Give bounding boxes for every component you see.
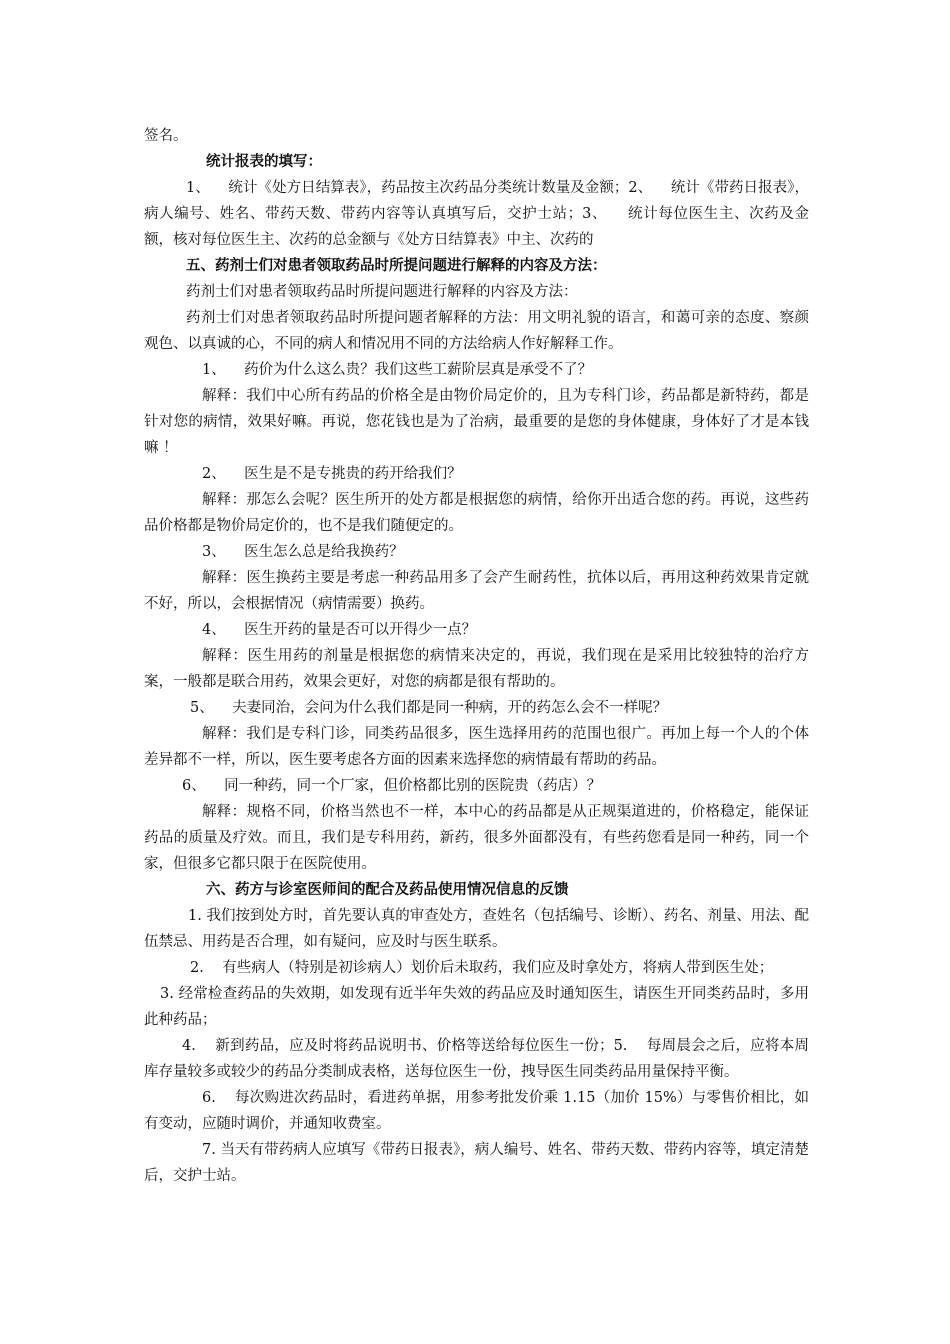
- feedback-item-3: 3. 经常检查药品的失效期，如发现有近半年失效的药品应及时通知医生，请医生开同类药品时，多用此种药品；: [144, 986, 809, 1028]
- heading-section-six: 六、药方与诊室医师间的配合及药品使用情况信息的反馈: [206, 882, 569, 898]
- feedback-item-6: 6. 每次购进次药品时，看进药单据，用参考批发价乘 1.15（加价 15%）与零售价相比，如有变动，应随时调价，并通知收费室。: [144, 1090, 809, 1132]
- paragraph-statistics-steps: 1、 统计《处方日结算表》，药品按主次药品分类统计数量及金额；2、 统计《带药日报表》，病人编号、姓名、带药天数、带药内容等认真填写后，交护士站；3、 统计每位医生主、次药及金额，核对每位医生主、次药的总金额与《处方日结算表》中主、次药的: [144, 180, 809, 248]
- question-2: 2、 医生是不是专挑贵的药开给我们？: [202, 466, 462, 482]
- feedback-item-4-5: 4. 新到药品，应及时将药品说明书、价格等送给每位医生一份；5. 每周晨会之后，应将本周库存量较多或较少的药品分类制成表格，送每位医生一份，拽导医生同类药品用量保持平衡。: [144, 1038, 809, 1080]
- question-6: 6、 同一种药，同一个厂家，但价格都比别的医院贵（药店）？: [182, 778, 602, 794]
- paragraph-section-five-intro: 药剂士们对患者领取药品时所提问题进行解释的内容及方法：: [186, 284, 578, 300]
- heading-section-five: 五、药剂士们对患者领取药品时所提问题进行解释的内容及方法：: [186, 258, 607, 274]
- paragraph-signature: 签名。: [144, 128, 188, 144]
- question-3: 3、 医生怎么总是给我换药？: [202, 544, 404, 560]
- question-1: 1、 药价为什么这么贵？我们这些工薪阶层真是承受不了？: [202, 362, 593, 378]
- answer-1: 解释：我们中心所有药品的价格全是由物价局定价的，且为专科门诊，药品都是新特药，都是针对您的病情，效果好嘛。再说，您花钱也是为了治病，最重要的是您的身体健康，身体好了才是本钱嘛 ！: [144, 388, 809, 456]
- answer-2: 解释：那怎么会呢？医生所开的处方都是根据您的病情，给你开出适合您的药。再说，这些药品价格都是物价局定价的，也不是我们随便定的。: [144, 492, 809, 534]
- answer-5: 解释：我们是专科门诊，同类药品很多，医生选择用药的范围也很广。再加上每一个人的个体差异都不一样，所以，医生要考虑各方面的因素来选择您的病情最有帮助的药品。: [144, 726, 809, 768]
- paragraph-explanation-method: 药剂士们对患者领取药品时所提问题者解释的方法：用文明礼貌的语言，和蔼可亲的态度、察颜观色、以真诚的心，不同的病人和情况用不同的方法给病人作好解释工作。: [144, 310, 809, 352]
- feedback-item-7: 7. 当天有带药病人应填写《带药日报表》，病人编号、姓名、带药天数、带药内容等，填定清楚后，交护士站。: [144, 1142, 809, 1184]
- answer-6: 解释：规格不同，价格当然也不一样，本中心的药品都是从正规渠道进的，价格稳定，能保证药品的质量及疗效。而且，我们是专科用药，新药，很多外面都没有，有些药您看是同一种药，同一个家，但很多它都只限于在医院使用。: [144, 804, 809, 872]
- document-body: [144, 123, 809, 1189]
- question-5: 5、 夫妻同治，会问为什么我们都是同一种病，开的药怎么会不一样呢？: [190, 700, 668, 716]
- heading-statistics-report: 统计报表的填写：: [206, 154, 322, 170]
- answer-3: 解释：医生换药主要是考虑一种药品用多了会产生耐药性，抗体以后，再用这种药效果肯定就不好，所以，会根据情况（病情需要）换药。: [144, 570, 809, 612]
- feedback-item-2: 2. 有些病人（特别是初诊病人）划价后未取药，我们应及时拿处方，将病人带到医生处；: [190, 960, 774, 976]
- answer-4: 解释：医生用药的剂量是根据您的病情来决定的，再说，我们现在是采用比较独特的治疗方案，一般都是联合用药，效果会更好，对您的病都是很有帮助的。: [144, 648, 809, 690]
- feedback-item-1: 1. 我们按到处方时，首先要认真的审查处方，查姓名（包括编号、诊断）、药名、剂量、用法、配伍禁忌、用药是否合理，如有疑问，应及时与医生联系。: [144, 908, 809, 950]
- question-4: 4、 医生开药的量是否可以开得少一点？: [202, 622, 477, 638]
